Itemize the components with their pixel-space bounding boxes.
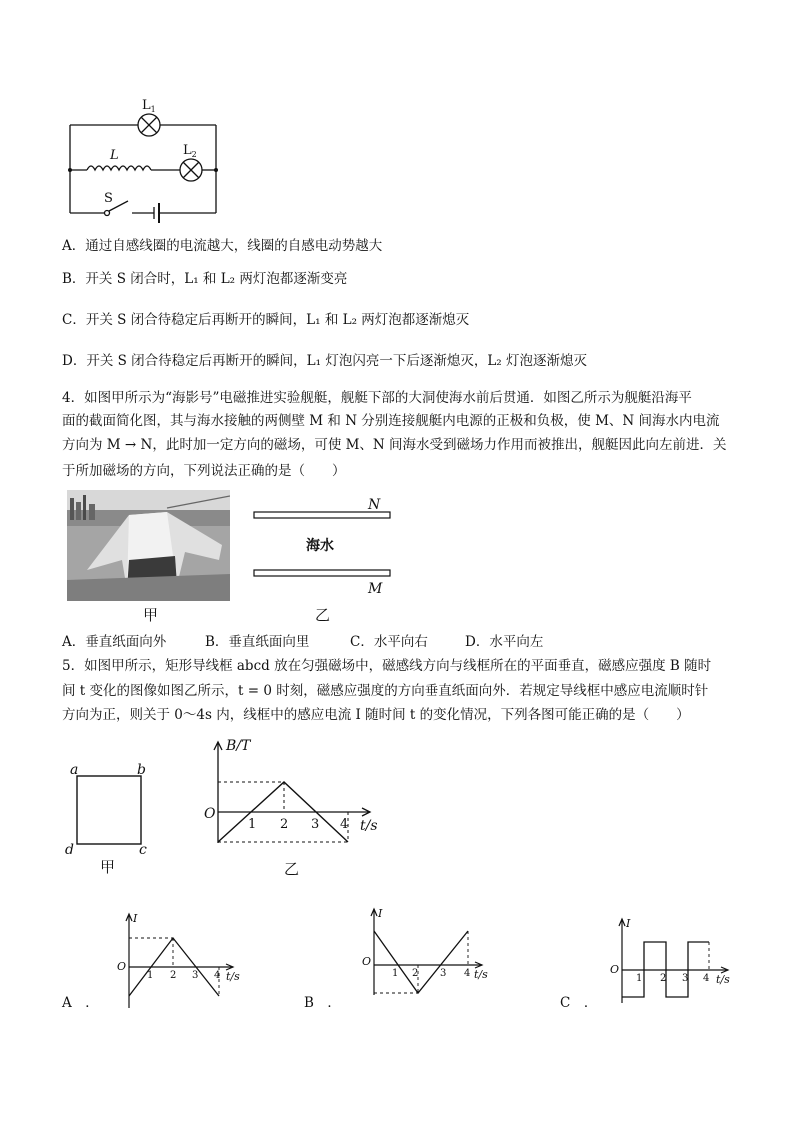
label-L1: $L_1$ <box>142 98 156 114</box>
svg-text:I: I <box>626 917 631 930</box>
svg-text:3: 3 <box>682 973 689 984</box>
q4-stem-line3: 方向为 M → N，此时加一定方向的磁场，可使 M、N 间海水受到磁场力作用而被推出，舰艇因此向左前进．关 <box>62 437 727 453</box>
svg-text:2: 2 <box>660 973 667 984</box>
caption-yi: 乙 <box>315 606 331 624</box>
q5-stem-line1: 5．如图甲所示，矩形导线框 abcd 放在匀强磁场中，磁感线方向与线框所在的平面垂直，磁感应强度 B 随时 <box>62 658 712 674</box>
svg-text:t/s: t/s <box>360 818 378 834</box>
svg-text:4: 4 <box>214 970 221 981</box>
plate-M-label: M <box>368 581 383 597</box>
svg-text:O: O <box>362 955 372 968</box>
svg-text:3: 3 <box>440 968 447 979</box>
label-L: L <box>110 148 119 163</box>
svg-text:2: 2 <box>170 970 177 981</box>
q4-option-a: A．垂直纸面向外 <box>62 634 167 650</box>
svg-text:2: 2 <box>280 817 289 832</box>
frame-caption: 甲 <box>100 858 116 876</box>
svg-text:1: 1 <box>392 968 399 979</box>
b-t-graph <box>200 738 390 883</box>
circuit-diagram <box>60 90 230 225</box>
svg-text:3: 3 <box>311 817 320 832</box>
q4-option-c: C．水平向右 <box>350 634 428 650</box>
svg-text:B/T: B/T <box>226 738 251 754</box>
svg-text:4: 4 <box>464 968 471 979</box>
q3-option-d: D．开关 S 闭合待稳定后再断开的瞬间，L₁ 灯泡闪亮一下后逐渐熄灭，L₂ 灯泡逐渐熄灭 <box>62 353 587 369</box>
svg-text:3: 3 <box>192 970 199 981</box>
svg-text:I: I <box>378 907 383 920</box>
svg-text:1: 1 <box>636 973 643 984</box>
frame-label-a: a <box>70 762 79 778</box>
svg-text:O: O <box>204 806 216 822</box>
svg-text:I: I <box>133 912 138 925</box>
svg-text:1: 1 <box>147 970 154 981</box>
choice-c-graph <box>610 915 740 1010</box>
choice-c-label: C ． <box>560 995 598 1011</box>
plate-N-label: N <box>368 497 381 513</box>
svg-text:O: O <box>610 963 620 976</box>
q4-stem-line1: 4．如图甲所示为“海影号”电磁推进实验舰艇，舰艇下部的大洞使海水前后贯通．如图乙所示为舰艇沿海平 <box>62 390 692 406</box>
q3-option-a: A．通过自感线圈的电流越大，线圈的自感电动势越大 <box>62 238 383 254</box>
svg-text:4: 4 <box>340 817 349 832</box>
label-L2: $L_2$ <box>183 143 197 159</box>
choice-b-graph <box>360 905 500 1005</box>
choice-a-graph <box>115 910 255 1010</box>
svg-text:t/s: t/s <box>716 973 730 986</box>
choice-a-label: A ． <box>62 995 99 1011</box>
frame-label-d: d <box>65 842 74 858</box>
svg-text:4: 4 <box>703 973 710 984</box>
ship-photo <box>67 490 230 601</box>
svg-text:t/s: t/s <box>474 968 488 981</box>
svg-text:1: 1 <box>248 817 257 832</box>
svg-text:乙: 乙 <box>284 860 300 878</box>
q4-stem-line4: 于所加磁场的方向，下列说法正确的是（ ） <box>62 463 346 479</box>
label-S: S <box>104 191 113 206</box>
q4-option-b: B．垂直纸面向里 <box>205 634 310 650</box>
frame-label-c: c <box>139 842 147 858</box>
q4-stem-line2: 面的截面简化图，其与海水接触的两侧壁 M 和 N 分别连接舰艇内电源的正极和负极，使 M、N 间海水内电流 <box>62 413 720 429</box>
q5-stem-line3: 方向为正，则关于 0～4s 内，线框中的感应电流 I 随时间 t 的变化情况，下列各图可能正确的是（ ） <box>62 707 690 723</box>
svg-text:t/s: t/s <box>226 970 240 983</box>
q4-option-d: D．水平向左 <box>465 634 544 650</box>
cross-section-diagram <box>250 492 400 602</box>
svg-text:2: 2 <box>412 968 419 979</box>
choice-b-label: B ． <box>304 995 341 1011</box>
frame-abcd-diagram <box>62 760 162 880</box>
caption-jia: 甲 <box>143 606 159 624</box>
svg-text:O: O <box>117 960 127 973</box>
q3-option-c: C．开关 S 闭合待稳定后再断开的瞬间，L₁ 和 L₂ 两灯泡都逐渐熄灭 <box>62 312 470 328</box>
q3-option-b: B．开关 S 闭合时，L₁ 和 L₂ 两灯泡都逐渐变亮 <box>62 271 348 287</box>
frame-label-b: b <box>137 762 146 778</box>
q5-stem-line2: 间 t 变化的图像如图乙所示，t = 0 时刻，磁感应强度的方向垂直纸面向外．若规定导线框中感应电流顺时针 <box>62 683 709 699</box>
seawater-label: 海水 <box>306 538 334 554</box>
